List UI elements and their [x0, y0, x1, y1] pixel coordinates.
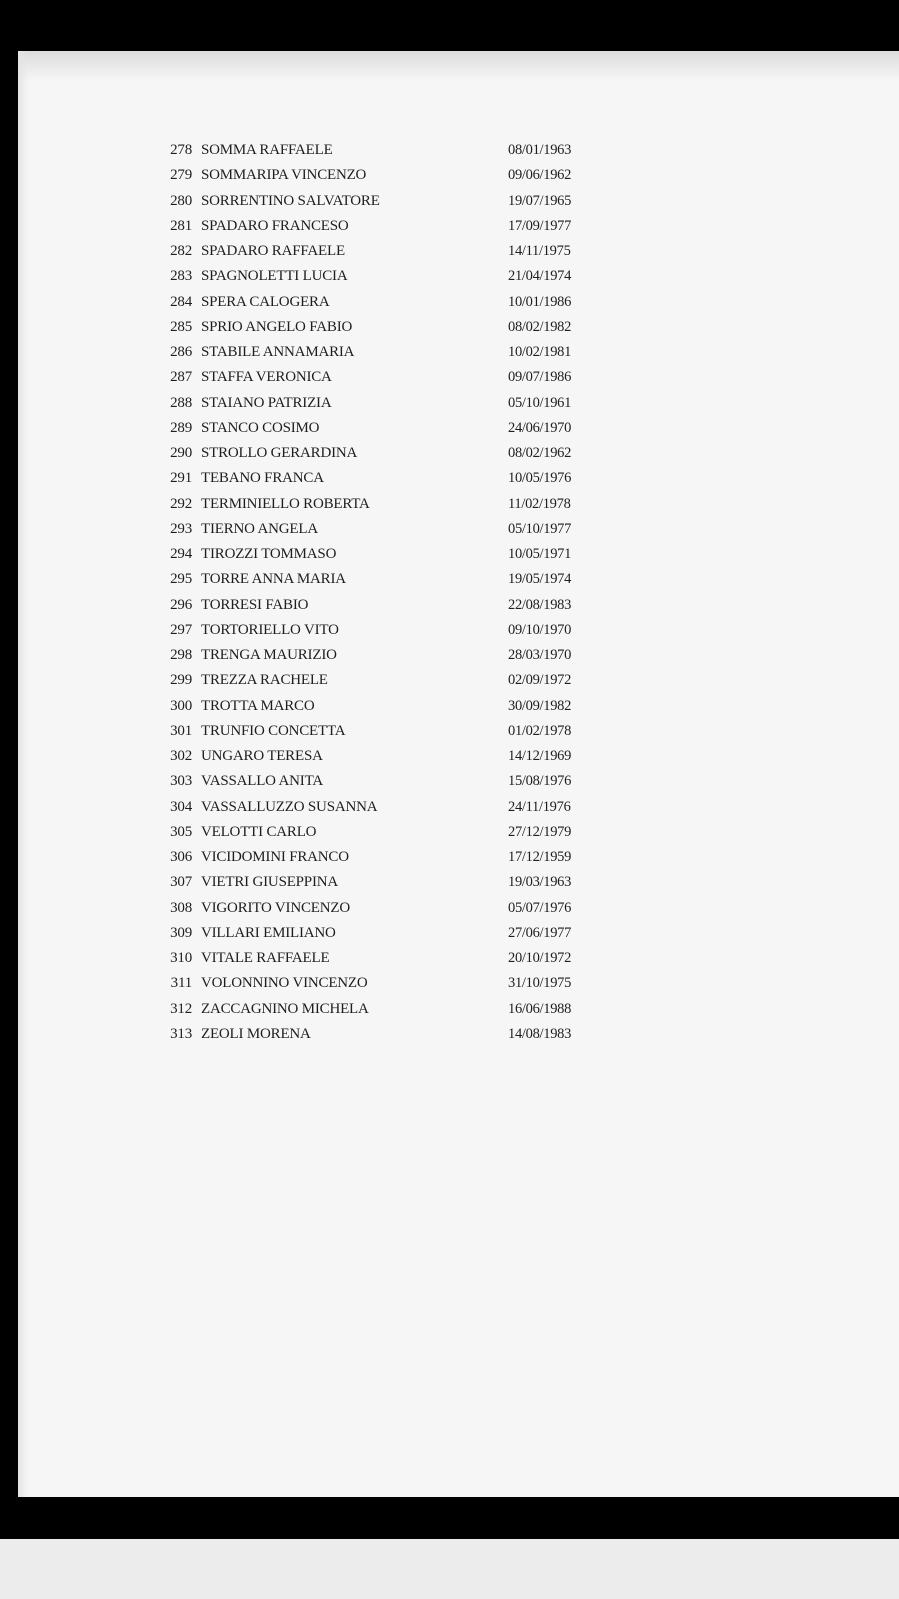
record-birth-date: 08/02/1962	[508, 445, 572, 461]
record-number: 281	[170, 217, 192, 234]
record-birth-date: 27/12/1979	[508, 823, 572, 840]
record-row	[158, 542, 618, 567]
record-number: 301	[170, 722, 192, 739]
record-name: SPADARO RAFFAELE	[201, 243, 345, 259]
record-birth-date: 30/09/1982	[508, 697, 572, 714]
record-number: 289	[170, 419, 192, 436]
record-row	[158, 315, 618, 340]
record-name: SOMMA RAFFAELE	[201, 142, 333, 158]
record-name: SORRENTINO SALVATORE	[201, 192, 380, 209]
record-number: 282	[170, 243, 192, 259]
record-birth-date: 02/09/1972	[508, 672, 572, 689]
record-row	[158, 921, 618, 946]
record-row	[158, 466, 618, 491]
record-number: 287	[170, 369, 192, 386]
record-row	[158, 593, 618, 618]
record-name: TORRE ANNA MARIA	[201, 571, 346, 588]
record-row	[158, 971, 618, 996]
record-number: 288	[170, 394, 192, 411]
record-number: 284	[170, 293, 192, 310]
record-name: TIROZZI TOMMASO	[201, 546, 337, 562]
record-birth-date: 20/10/1972	[508, 950, 572, 966]
record-number: 279	[170, 167, 192, 184]
record-row	[158, 719, 618, 744]
record-birth-date: 15/08/1976	[508, 773, 572, 790]
record-birth-date: 10/05/1976	[508, 470, 572, 487]
record-name: VASSALLO ANITA	[201, 773, 323, 790]
record-birth-date: 09/06/1962	[508, 167, 572, 184]
record-number: 312	[170, 1000, 192, 1017]
record-birth-date: 21/04/1974	[508, 268, 572, 285]
record-row	[158, 946, 618, 971]
record-row	[158, 492, 618, 517]
record-row	[158, 517, 618, 542]
record-birth-date: 05/07/1976	[508, 899, 572, 916]
record-row	[158, 416, 618, 441]
record-birth-date: 14/11/1975	[508, 243, 571, 259]
record-row	[158, 694, 618, 719]
record-birth-date: 05/10/1977	[508, 520, 572, 537]
record-name: UNGARO TERESA	[201, 748, 323, 764]
record-name: TRUNFIO CONCETTA	[201, 722, 346, 739]
record-number: 293	[170, 520, 192, 537]
record-number: 305	[170, 823, 192, 840]
record-birth-date: 08/01/1963	[508, 142, 572, 158]
record-number: 302	[170, 748, 192, 764]
record-number: 304	[170, 798, 192, 815]
record-number: 294	[170, 546, 192, 562]
record-name: TRENGA MAURIZIO	[201, 647, 337, 663]
record-row	[158, 668, 618, 693]
record-birth-date: 31/10/1975	[508, 975, 572, 992]
record-name: VASSALLUZZO SUSANNA	[201, 798, 378, 815]
record-row	[158, 744, 618, 769]
record-row	[158, 643, 618, 668]
record-number: 298	[170, 647, 192, 663]
record-name: VIGORITO VINCENZO	[201, 899, 350, 916]
record-birth-date: 05/10/1961	[508, 394, 572, 411]
record-row	[158, 441, 618, 466]
record-birth-date: 01/02/1978	[508, 722, 572, 739]
record-birth-date: 10/01/1986	[508, 293, 572, 310]
record-name: TORTORIELLO VITO	[201, 621, 339, 638]
record-number: 307	[170, 874, 192, 891]
records-list	[158, 138, 618, 1047]
record-name: TROTTA MARCO	[201, 697, 315, 714]
record-name: VICIDOMINI FRANCO	[201, 849, 349, 865]
record-row	[158, 290, 618, 315]
record-name: TEBANO FRANCA	[201, 470, 324, 487]
record-row	[158, 340, 618, 365]
record-number: 280	[170, 192, 192, 209]
record-birth-date: 17/12/1959	[508, 849, 572, 865]
record-birth-date: 22/08/1983	[508, 596, 572, 613]
record-row	[158, 820, 618, 845]
record-row	[158, 163, 618, 188]
record-birth-date: 24/06/1970	[508, 419, 572, 436]
record-number: 286	[170, 344, 192, 360]
record-number: 308	[170, 899, 192, 916]
record-name: TORRESI FABIO	[201, 596, 309, 613]
record-row	[158, 214, 618, 239]
scanner-border-bottom	[0, 1497, 899, 1539]
record-birth-date: 10/02/1981	[508, 344, 572, 360]
record-name: SPADARO FRANCESO	[201, 217, 349, 234]
record-row	[158, 264, 618, 289]
record-row	[158, 189, 618, 214]
record-name: VITALE RAFFAELE	[201, 950, 330, 966]
record-name: TREZZA RACHELE	[201, 672, 328, 689]
scanned-page	[18, 51, 899, 1497]
scanner-edge-strip	[0, 1539, 899, 1599]
record-name: STABILE ANNAMARIA	[201, 344, 355, 360]
record-number: 278	[170, 142, 192, 158]
record-name: STROLLO GERARDINA	[201, 445, 358, 461]
record-row	[158, 618, 618, 643]
record-row	[158, 138, 618, 163]
record-number: 297	[170, 621, 192, 638]
record-name: SPERA CALOGERA	[201, 293, 330, 310]
record-name: SPRIO ANGELO FABIO	[201, 318, 353, 335]
record-row	[158, 365, 618, 390]
record-name: TERMINIELLO ROBERTA	[201, 495, 370, 512]
record-birth-date: 19/07/1965	[508, 192, 572, 209]
record-number: 313	[170, 1025, 192, 1042]
record-number: 306	[170, 849, 192, 865]
record-birth-date: 09/10/1970	[508, 621, 572, 638]
record-birth-date: 19/05/1974	[508, 571, 572, 588]
record-birth-date: 27/06/1977	[508, 924, 572, 941]
record-name: VILLARI EMILIANO	[201, 924, 336, 941]
record-number: 309	[170, 924, 192, 941]
record-number: 290	[170, 445, 192, 461]
record-row	[158, 870, 618, 895]
record-birth-date: 17/09/1977	[508, 217, 572, 234]
record-birth-date: 10/05/1971	[508, 546, 572, 562]
record-number: 311	[170, 975, 192, 992]
record-birth-date: 16/06/1988	[508, 1000, 572, 1017]
record-name: STAFFA VERONICA	[201, 369, 332, 386]
record-birth-date: 19/03/1963	[508, 874, 572, 891]
record-number: 303	[170, 773, 192, 790]
record-name: VIETRI GIUSEPPINA	[201, 874, 339, 891]
record-number: 292	[170, 495, 192, 512]
record-name: SOMMARIPA VINCENZO	[201, 167, 367, 184]
record-row	[158, 239, 618, 264]
record-row	[158, 391, 618, 416]
record-birth-date: 14/08/1983	[508, 1025, 572, 1042]
record-row	[158, 896, 618, 921]
record-birth-date: 08/02/1982	[508, 318, 572, 335]
record-number: 310	[170, 950, 192, 966]
record-number: 285	[170, 318, 192, 335]
record-number: 300	[170, 697, 192, 714]
record-birth-date: 24/11/1976	[508, 798, 571, 815]
record-birth-date: 11/02/1978	[508, 495, 571, 512]
record-row	[158, 567, 618, 592]
record-name: STANCO COSIMO	[201, 419, 320, 436]
record-row	[158, 997, 618, 1022]
record-name: VELOTTI CARLO	[201, 823, 317, 840]
record-name: STAIANO PATRIZIA	[201, 394, 332, 411]
record-row	[158, 845, 618, 870]
record-name: TIERNO ANGELA	[201, 520, 318, 537]
record-birth-date: 14/12/1969	[508, 748, 572, 764]
record-row	[158, 769, 618, 794]
record-number: 299	[170, 672, 192, 689]
record-number: 283	[170, 268, 192, 285]
record-birth-date: 09/07/1986	[508, 369, 572, 386]
record-name: ZACCAGNINO MICHELA	[201, 1000, 369, 1017]
record-name: SPAGNOLETTI LUCIA	[201, 268, 348, 285]
record-birth-date: 28/03/1970	[508, 647, 572, 663]
record-row	[158, 1022, 618, 1047]
record-row	[158, 795, 618, 820]
record-name: ZEOLI MORENA	[201, 1025, 311, 1042]
record-name: VOLONNINO VINCENZO	[201, 975, 368, 992]
record-number: 295	[170, 571, 192, 588]
record-number: 296	[170, 596, 192, 613]
record-number: 291	[170, 470, 192, 487]
